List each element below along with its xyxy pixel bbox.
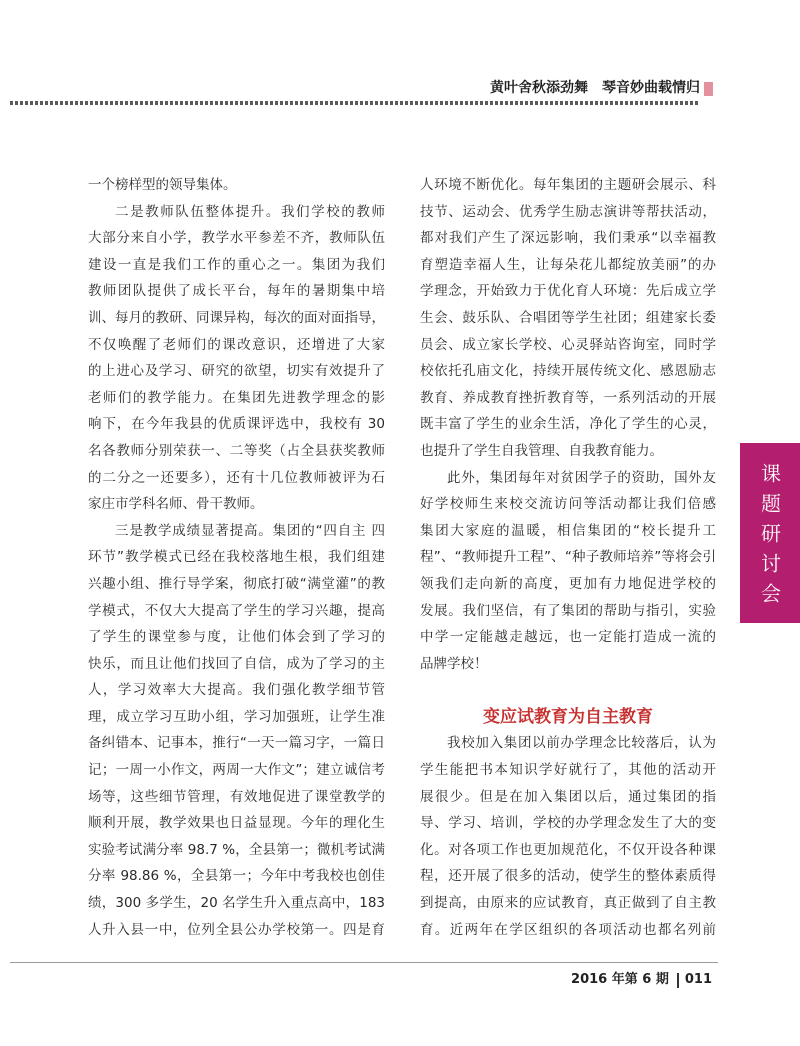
text-line: 程，还开展了很多的活动，使学生的整体素质得 (420, 868, 716, 885)
section-heading: 变应试教育为自主教育 (483, 706, 653, 727)
section-tab (740, 443, 800, 623)
text-line: 了学生的课堂参与度，让他们体会到了学习的 (88, 629, 385, 646)
text-line: 二是教师队伍整体提升。我们学校的教师 (115, 203, 385, 220)
text-line: 环节”教学模式已经在我校落地生根，我们组建 (88, 549, 385, 566)
text-line: 大部分来自小学，教学水平参差不齐，教师队伍 (88, 230, 385, 247)
text-line: 生会、鼓乐队、合唱团等学生社团；组建家长委 (420, 309, 716, 326)
text-line: 家庄市学科名师、骨干教师。 (88, 496, 264, 513)
text-line: 既丰富了学生的业余生活，净化了学生的心灵， (420, 416, 716, 433)
footer-separator (677, 973, 679, 988)
text-line: 校依托孔庙文化，持续开展传统文化、感恩励志 (420, 363, 716, 380)
text-line: 导、学习、培训，学校的办学理念发生了大的变 (420, 815, 716, 832)
text-line: 领我们走向新的高度，更加有力地促进学校的 (420, 575, 716, 592)
section-tab-label: 课题研讨会 (757, 463, 782, 613)
footer (571, 972, 712, 988)
text-line: 教师团队提供了成长平台，每年的暑期集中培 (88, 283, 385, 300)
text-line: 人升入县一中，位列全县公办学校第一。四是育 (88, 921, 385, 938)
text-line: 中学一定能越走越远，也一定能打造成一流的 (420, 629, 716, 646)
text-line: 到提高，由原来的应试教育，真正做到了自主教 (420, 895, 716, 912)
text-line: 人，学习效率大大提高。我们强化教学细节管 (88, 682, 385, 699)
text-line: 育。近两年在学区组织的各项活动也都名列前 (420, 921, 716, 938)
footer-rule (10, 962, 718, 963)
text-line: 此外，集团每年对贫困学子的资助，国外友 (447, 469, 716, 486)
text-line: 化。对各项工作也更加规范化，不仅开设各种课 (420, 841, 716, 858)
text-line: 也提升了学生自我管理、自我教育能力。 (420, 442, 663, 459)
text-line: 学理念，开始致力于优化育人环境：先后成立学 (420, 283, 716, 300)
text-line: 训、每月的教研、同课异构，每次的面对面指导， (88, 309, 385, 326)
text-line: 学生能把书本知识学好就行了，其他的活动开 (420, 762, 716, 779)
issue-number: 2016 年第 6 期 (571, 972, 669, 987)
text-line: 三是教学成绩显著提高。集团的“四自主 四 (115, 522, 385, 539)
text-line: 兴趣小组、推行导学案，彻底打破“满堂灌”的教 (88, 575, 385, 592)
text-line: 备纠错本、记事本，推行“一天一篇习字，一篇日 (88, 735, 385, 752)
text-line: 展很少。但是在加入集团以后，通过集团的指 (420, 788, 716, 805)
text-line: 技节、运动会、优秀学生励志演讲等帮扶活动， (420, 203, 716, 220)
text-line: 的上进心及学习、研究的欲望，切实有效提升了 (88, 363, 385, 380)
text-line: 建设一直是我们工作的重心之一。集团为我们 (88, 256, 385, 273)
text-line: 学模式，不仅大大提高了学生的学习兴趣，提高 (88, 602, 385, 619)
text-line: 品牌学校！ (420, 655, 488, 672)
text-line: 分率 98.86 %，全县第一；今年中考我校也创佳 (88, 868, 385, 885)
header-marker (704, 82, 713, 96)
page-number: 011 (684, 972, 712, 987)
text-line: 集团大家庭的温暖，相信集团的“校长提升工 (420, 522, 716, 539)
text-line: 育塑造幸福人生，让每朵花儿都绽放美丽”的办 (420, 256, 716, 273)
text-line: 不仅唤醒了老师们的课改意识，还增进了大家 (88, 336, 385, 353)
text-line: 都对我们产生了深远影响，我们秉承“以幸福教 (420, 230, 716, 247)
text-line: 发展。我们坚信，有了集团的帮助与指引，实验 (420, 602, 716, 619)
text-line: 程”、“教师提升工程”、“种子教师培养”等将会引 (420, 549, 716, 566)
text-line: 好学校师生来校交流访问等活动都让我们倍感 (420, 496, 716, 513)
text-line: 人环境不断优化。每年集团的主题研会展示、科 (420, 177, 716, 193)
text-line: 实验考试满分率 98.7 %，全县第一；微机考试满 (88, 841, 385, 858)
text-line: 记；一周一小作文，两周一大作文”；建立诚信考 (88, 762, 385, 779)
text-line: 绩，300 多学生，20 名学生升入重点高中，183 (88, 895, 385, 912)
text-line: 一个榜样型的领导集体。 (88, 177, 237, 193)
text-line: 老师们的教学能力。在集团先进教学理念的影 (88, 389, 385, 406)
right-column (420, 172, 716, 943)
text-line: 场等，这些细节管理，有效地促进了课堂教学的 (88, 788, 385, 805)
running-header-title: 黄叶舍秋添劲舞 琴音妙曲载情归 (490, 80, 700, 96)
header-dotted-rule (10, 101, 698, 105)
text-line: 我校加入集团以前办学理念比较落后，认为 (447, 735, 716, 752)
text-line: 理，成立学习互助小组，学习加强班，让学生准 (88, 708, 385, 725)
spacer (420, 677, 716, 704)
text-line: 员会、成立家长学校、心灵驿站咨询室，同时学 (420, 336, 716, 353)
text-line: 顺利开展，教学效果也日益显现。今年的理化生 (88, 815, 385, 832)
text-line: 响下，在今年我县的优质课评选中，我校有 30 (88, 416, 385, 433)
text-line: 教育、养成教育挫折教育等，一系列活动的开展 (420, 389, 716, 406)
text-line: 的二分之一还要多），还有十几位教师被评为石 (88, 469, 385, 486)
text-line: 名各教师分别荣获一、二等奖（占全县获奖教师 (88, 442, 385, 459)
text-line: 快乐，而且让他们找回了自信，成为了学习的主 (88, 655, 385, 672)
left-column (88, 172, 385, 943)
